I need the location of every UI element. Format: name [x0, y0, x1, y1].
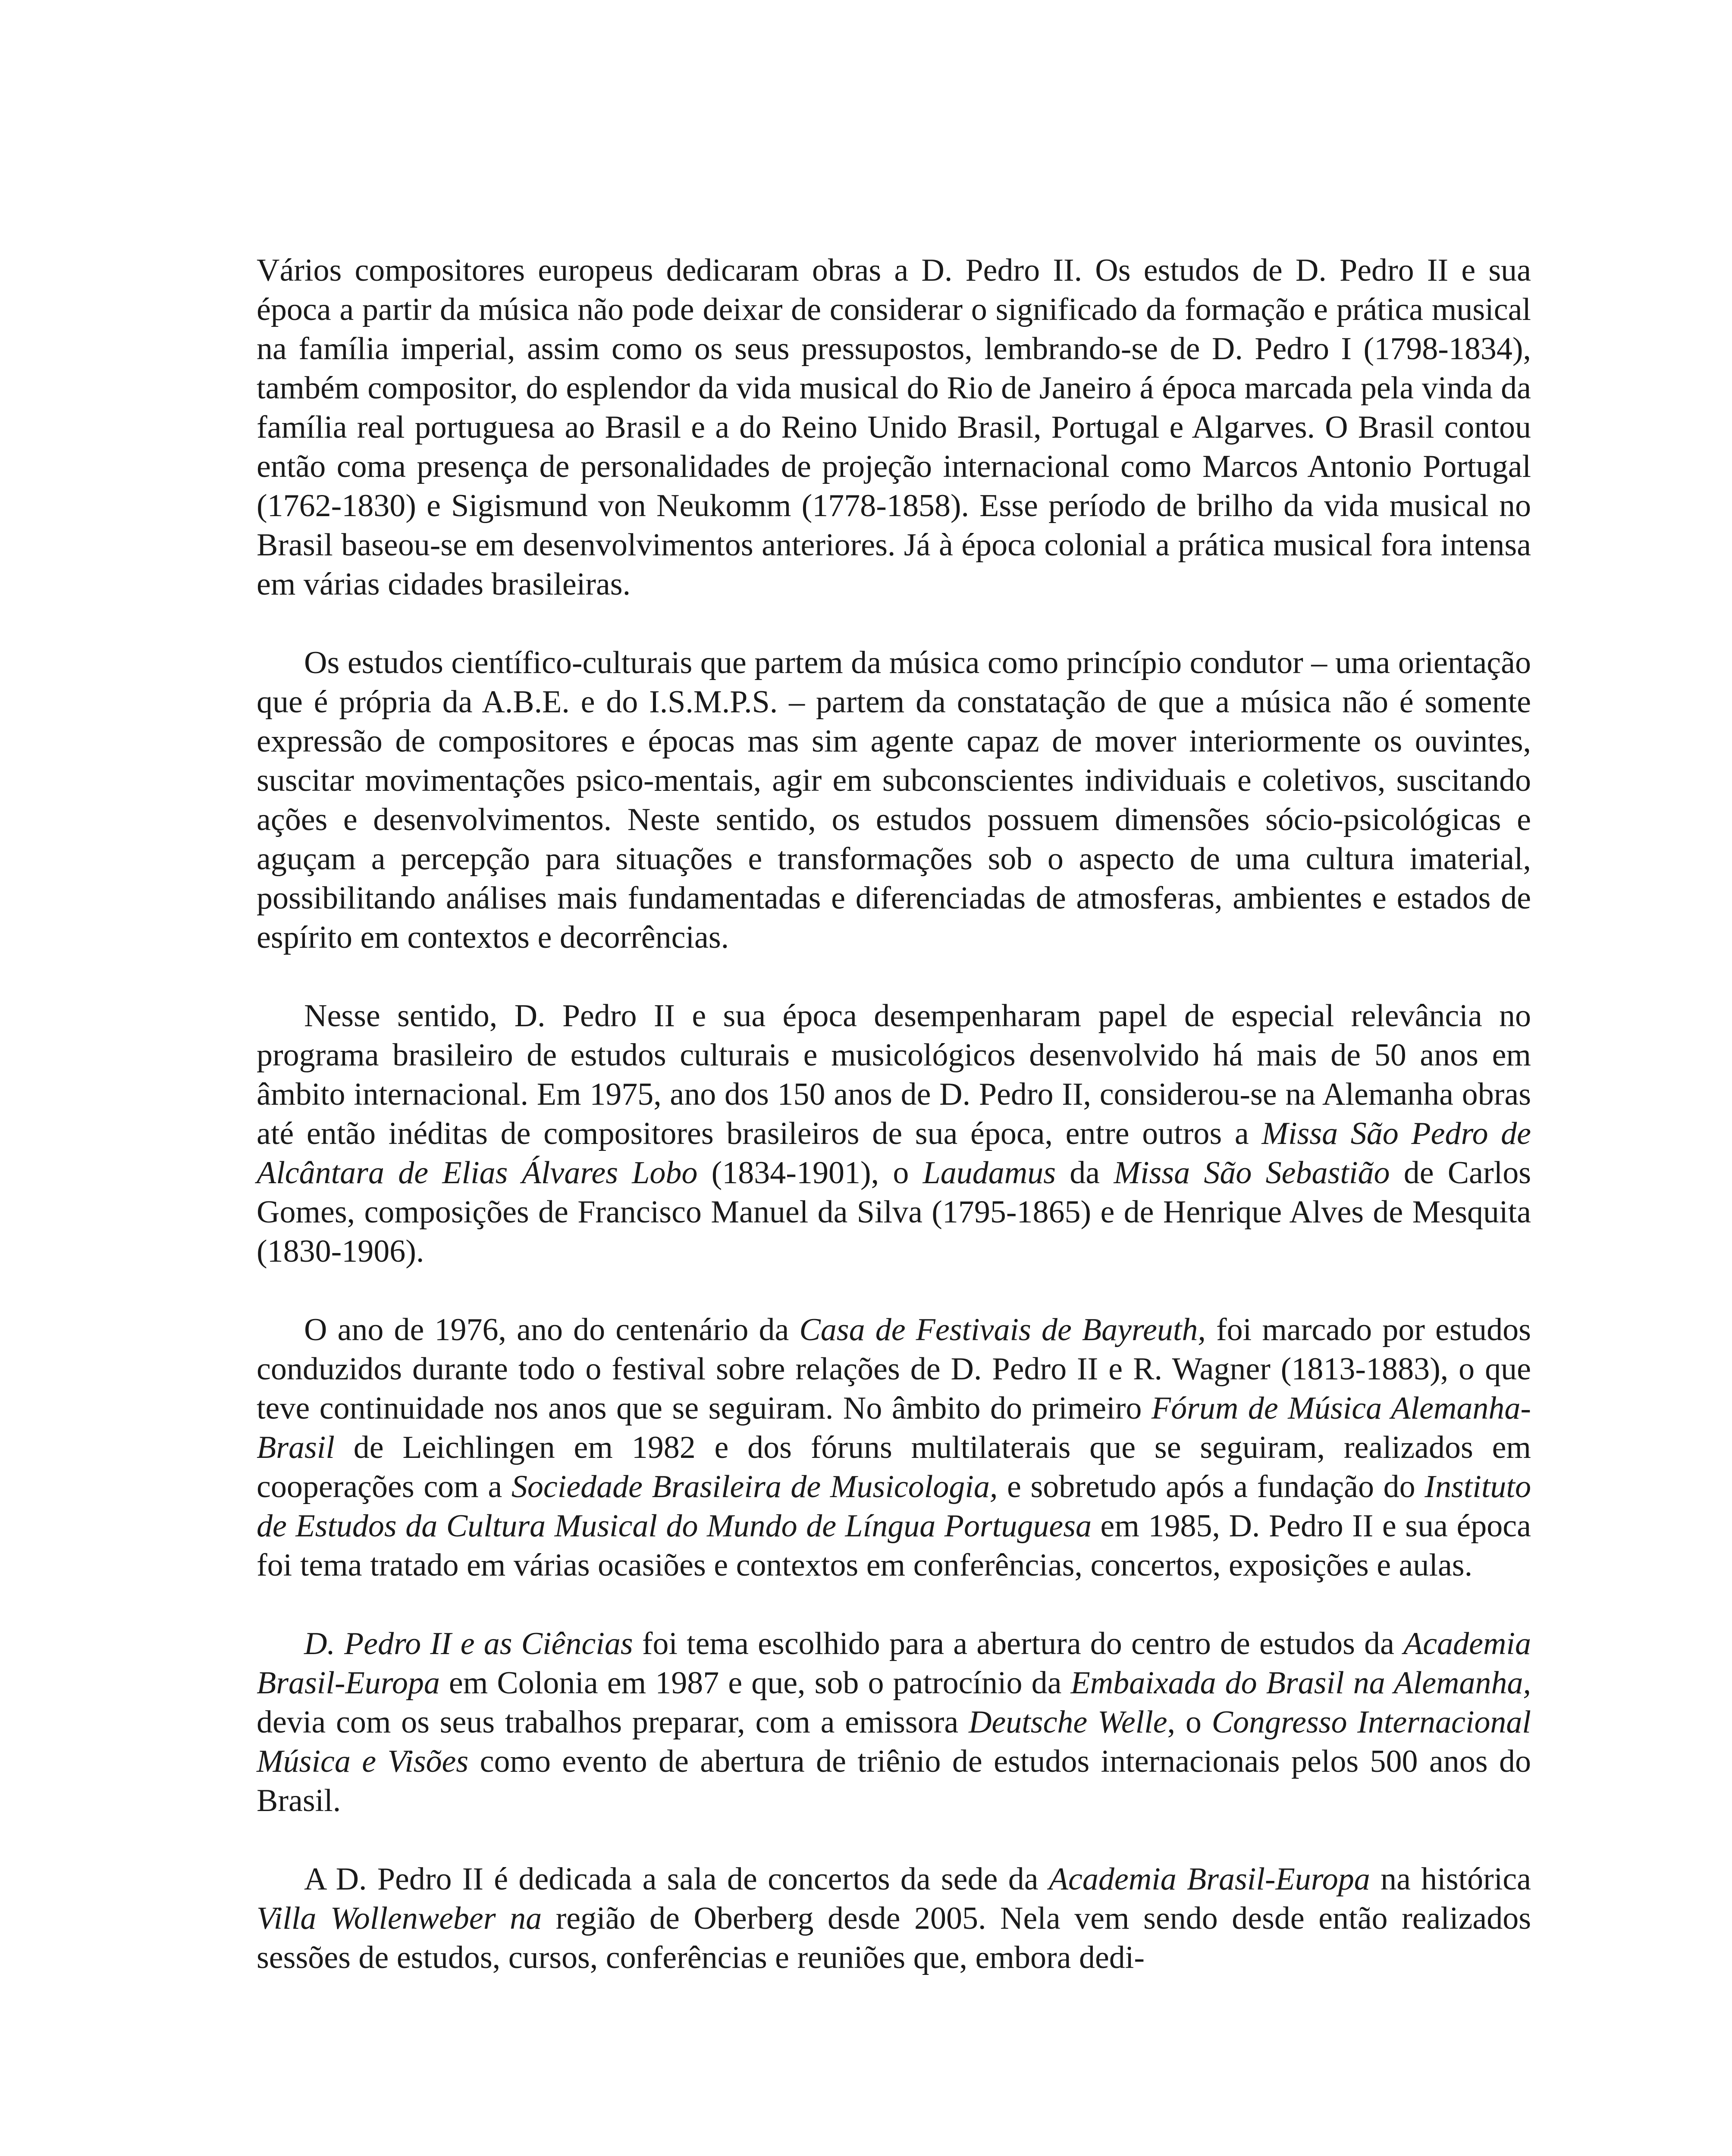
paragraph-2-text: Os estudos científico-culturais que partem da música como princípio condutor – uma orientação que é própria da A.B.E. e do I.S.M.P.S. – partem da constatação de que a música não é somente expressão de compositores e épocas mas sim agente capaz de mover interiormente os ouvintes, suscitar movimentações psico-mentais, agir em subconscientes individuais e coletivos, suscitando ações e desenvolvimentos. Neste sentido, os estudos possuem dimensões sócio-psicológicas e aguçam a percepção para situações e transformações sob o aspecto de uma cultura imaterial, possibilitando análises mais fundamentadas e diferenciadas de atmosferas, ambientes e estados de espírito em contextos e decorrências. [257, 645, 1531, 955]
italic-title: Sociedade Brasileira de Musicologia, [511, 1469, 998, 1504]
text-run: devia com os seus trabalhos preparar, com a emissora [257, 1705, 969, 1740]
text-run: na histórica [1370, 1861, 1531, 1897]
italic-title: Villa Wollenweber na [257, 1901, 542, 1936]
text-run: região de Oberberg desde 2005. Nela vem sendo desde então realizados sessões de estudos, cursos, conferências e reuniões que, embora dedi- [257, 1901, 1531, 1975]
italic-title: Academia Brasil-Europa [1048, 1861, 1370, 1897]
text-run: Nesse sentido, D. Pedro II e sua época desempenharam papel de especial relevância no programa brasileiro de estudos culturais e musicológicos desenvolvido há mais de 50 anos em âmbito internacional. Em 1975, ano dos 150 anos de D. Pedro II, considerou-se na Alemanha obras até então inéditas de compositores brasileiros de sua época, entre outros a [257, 998, 1531, 1151]
text-run: foi marcado por estudos conduzidos durante todo o festival sobre relações de D. Pedro II e R. Wagner (1813-1883), o que teve continuidade nos anos que se seguiram. No âmbito do primeiro [257, 1312, 1531, 1426]
italic-title: Instituto de Estudos da Cultura Musical do Mundo de Língua Portuguesa [257, 1469, 1531, 1544]
italic-title: Deutsche Welle [968, 1705, 1167, 1740]
text-run: da [1056, 1155, 1114, 1191]
italic-title: Missa São Sebastião [1114, 1155, 1390, 1191]
text-run: , o [1167, 1705, 1212, 1740]
italic-title: Fórum de Música Alemanha-Brasil [257, 1391, 1531, 1465]
text-run: de Leichlingen em 1982 e dos fóruns multilaterais que se seguiram, realizados em cooperações com a [257, 1430, 1531, 1504]
text-run: em 1985, D. Pedro II e sua época foi tema tratado em várias ocasiões e contextos em conferências, concertos, exposições e aulas. [257, 1508, 1531, 1583]
italic-title: Missa São Pedro de Alcântara de Elias Álvares Lobo [257, 1116, 1531, 1191]
paragraph-2 [257, 643, 1531, 957]
italic-title: Congresso Internacional Música e Visões [257, 1705, 1531, 1779]
italic-title: D. Pedro II e as Ciências [304, 1626, 633, 1661]
italic-title: Academia Brasil-Europa [257, 1626, 1531, 1701]
text-run: em Colonia em 1987 e que, sob o patrocínio da [439, 1665, 1071, 1701]
text-run: O ano de 1976, ano do centenário da [304, 1312, 800, 1348]
paragraph-3 [257, 997, 1531, 1271]
text-run: como evento de abertura de triênio de estudos internacionais pelos 500 anos do Brasil. [257, 1744, 1531, 1818]
italic-title: Embaixada do Brasil na Alemanha, [1070, 1665, 1531, 1701]
text-run: A D. Pedro II é dedicada a sala de concertos da sede da [304, 1861, 1049, 1897]
text-run: de Carlos Gomes, composições de Francisco Manuel da Silva (1795-1865) e de Henrique Alves de Mesquita (1830-1906). [257, 1155, 1531, 1269]
text-run: (1834-1901), o [697, 1155, 923, 1191]
text-run: e sobretudo após a fundação do [998, 1469, 1425, 1504]
text-run: foi tema escolhido para a abertura do centro de estudos da [633, 1626, 1404, 1661]
paragraph-1 [257, 251, 1531, 604]
paragraph-6 [257, 1860, 1531, 1977]
paragraph-1-text: Vários compositores europeus dedicaram obras a D. Pedro II. Os estudos de D. Pedro II e sua época a partir da música não pode deixar de considerar o significado da formação e prática musical na família imperial, assim como os seus pressupostos, lembrando-se de D. Pedro I (1798-1834), também compositor, do esplendor da vida musical do Rio de Janeiro á época marcada pela vinda da família real portuguesa ao Brasil e a do Reino Unido Brasil, Portugal e Algarves. O Brasil contou então coma presença de personalidades de projeção internacional como Marcos Antonio Portugal (1762-1830) e Sigismund von Neukomm (1778-1858). Esse período de brilho da vida musical no Brasil baseou-se em desenvolvimentos anteriores. Já à época colonial a prática musical fora intensa em várias cidades brasileiras. [257, 253, 1531, 602]
italic-title: Casa de Festivais de Bayreuth, [799, 1312, 1206, 1348]
page-body [257, 251, 1531, 1977]
paragraph-5 [257, 1624, 1531, 1821]
paragraph-4 [257, 1310, 1531, 1585]
italic-title: Laudamus [922, 1155, 1056, 1191]
